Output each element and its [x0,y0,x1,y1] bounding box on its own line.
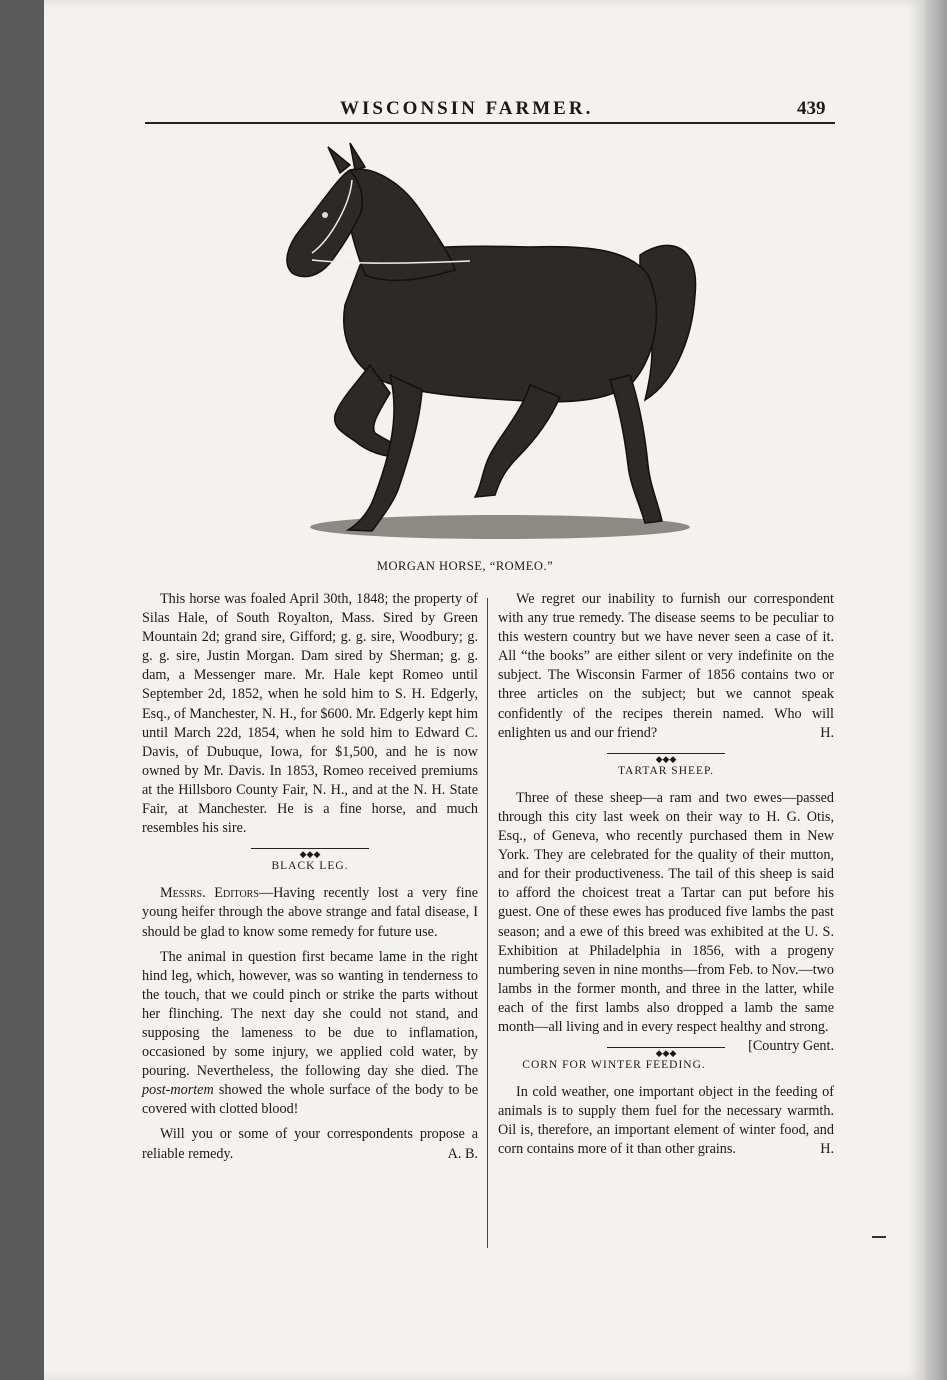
signature-h-2: H. [820,1141,834,1158]
tartar-text: Three of these sheep—a ram and two ewes—passed through this city last week on their way to H. G. Otis, Esq., of Geneva, who recently purchased them in New York. They are celebrated for the quality of their mutton, and for their productiveness. The tail of this sheep is said to afford the choicest treat a Tartar can put before his guest. One of these ewes has produced five lambs the past season; and a ewe of this breed was exhibited at the U. S. Exhibition at Philadelphia in 1856, with a progeny numbering seven in nine months—from Feb. to Nov.—two lambs in the former month, and three in the latter, while each of the first lambs also dropped a lamb the same month—all living and in every respect healthy and strong. [498,789,834,1035]
section-ornament [607,1043,725,1059]
ornament-diamonds-icon: ◆◆◆ [655,1048,677,1059]
black-leg-para-2 [142,948,478,1120]
source-country-gent: [Country Gent. [748,1038,834,1055]
page-edge [924,0,947,1380]
signature-h: H. [820,724,834,741]
section-ornament [607,749,725,764]
column-divider [487,598,488,1248]
reply-text: We regret our inability to furnish our correspondent with any true remedy. The disease seems to be peculiar to this western country but we have never seen a case of it. All “the books” are either silent or very indefinite on the subject. The Wisconsin Farmer of 1856 contains two or three articles on the subject; but we cannot speak confidently of the recipes therein named. Who will enlighten us and our friend? [498,591,834,741]
corn-text: In cold weather, one important object in the feeding of animals is to supply them fuel for the necessary warmth. Oil is, therefore, an important element of winter food, and corn contains more of it than other grains. [498,1084,834,1158]
section-title-black-leg: BLACK LEG. [271,860,349,873]
horse-hind-leg [475,385,560,497]
para2-text-b: showed the whole surface of the body to be covered with clotted blood! [142,1082,478,1118]
ornament-diamonds-icon: ◆◆◆ [299,849,321,860]
header-rule [145,122,835,124]
para1-text: —Having recently lost a very fine young heifer through the above strange and fatal disease, I should be glad to know some remedy for future use. [142,885,478,940]
signature-ab: A. B. [447,1145,478,1162]
horse-ear [350,143,365,170]
margin-mark [872,1236,886,1238]
figure-caption: MORGAN HORSE, “ROMEO.” [376,559,554,573]
section-ornament [251,844,369,860]
editor-reply [498,590,834,743]
page-number: 439 [797,98,826,119]
left-column [142,590,478,1170]
black-leg-para-1 [142,884,478,941]
right-column [498,590,834,1166]
tartar-sheep-para [498,789,834,1055]
horse-illustration [200,135,720,555]
horse-ear [328,147,350,173]
section-title-tartar-sheep: TARTAR SHEEP. [617,764,715,777]
salutation: Messrs. Editors [160,885,259,902]
horse-description: This horse was foaled April 30th, 1848; the property of Silas Hale, of South Royalton, Mass. Sired by Green Mountain 2d; grand sire, Gifford; g. g. sire, Woodbury; g. g. g. sire, Justin Morgan. Dam sired by Sherman; g. g. dam, a Messenger mare. Mr. Hale kept Romeo until September 2d, 1852, when he sold him to S. H. Edgerly, Esq., of Manchester, N. H., for $600. Mr. Edgerly kept him until March 22d, 1854, when he sold him to Edward C. Davis, of Dubuque, Iowa, for $1,500, and he is now owned by Mr. Davis. In 1853, Romeo received premiums at the Hillsboro County Fair, N. H., and at the N. H. State Fair, at Manchester. He is a fine horse, and much resembles his sire. [142,591,478,837]
black-leg-para-3 [142,1125,478,1163]
horse-hind-leg [610,375,662,523]
horse-eye [322,212,328,218]
para2-text-a: The animal in question first became lame in the right hind leg, which, however, was so wanting in tenderness to the touch, that we could pinch or strike the parts without her flinching. The next day she could not stand, and supposing the lameness to be due to inflamation, occasioned by some injury, we applied cold water, by pouring. Nevertheless, the following day she died. The [142,948,478,1080]
para3-text: Will you or some of your correspondents propose a reliable remedy. [142,1126,478,1162]
section-title-corn: CORN FOR WINTER FEEDING. [522,1059,706,1072]
running-head: WISCONSIN FARMER. [340,98,594,119]
post-mortem-term: post-mortem [142,1082,214,1099]
corn-para [498,1083,834,1159]
ornament-diamonds-icon: ◆◆◆ [655,753,677,764]
